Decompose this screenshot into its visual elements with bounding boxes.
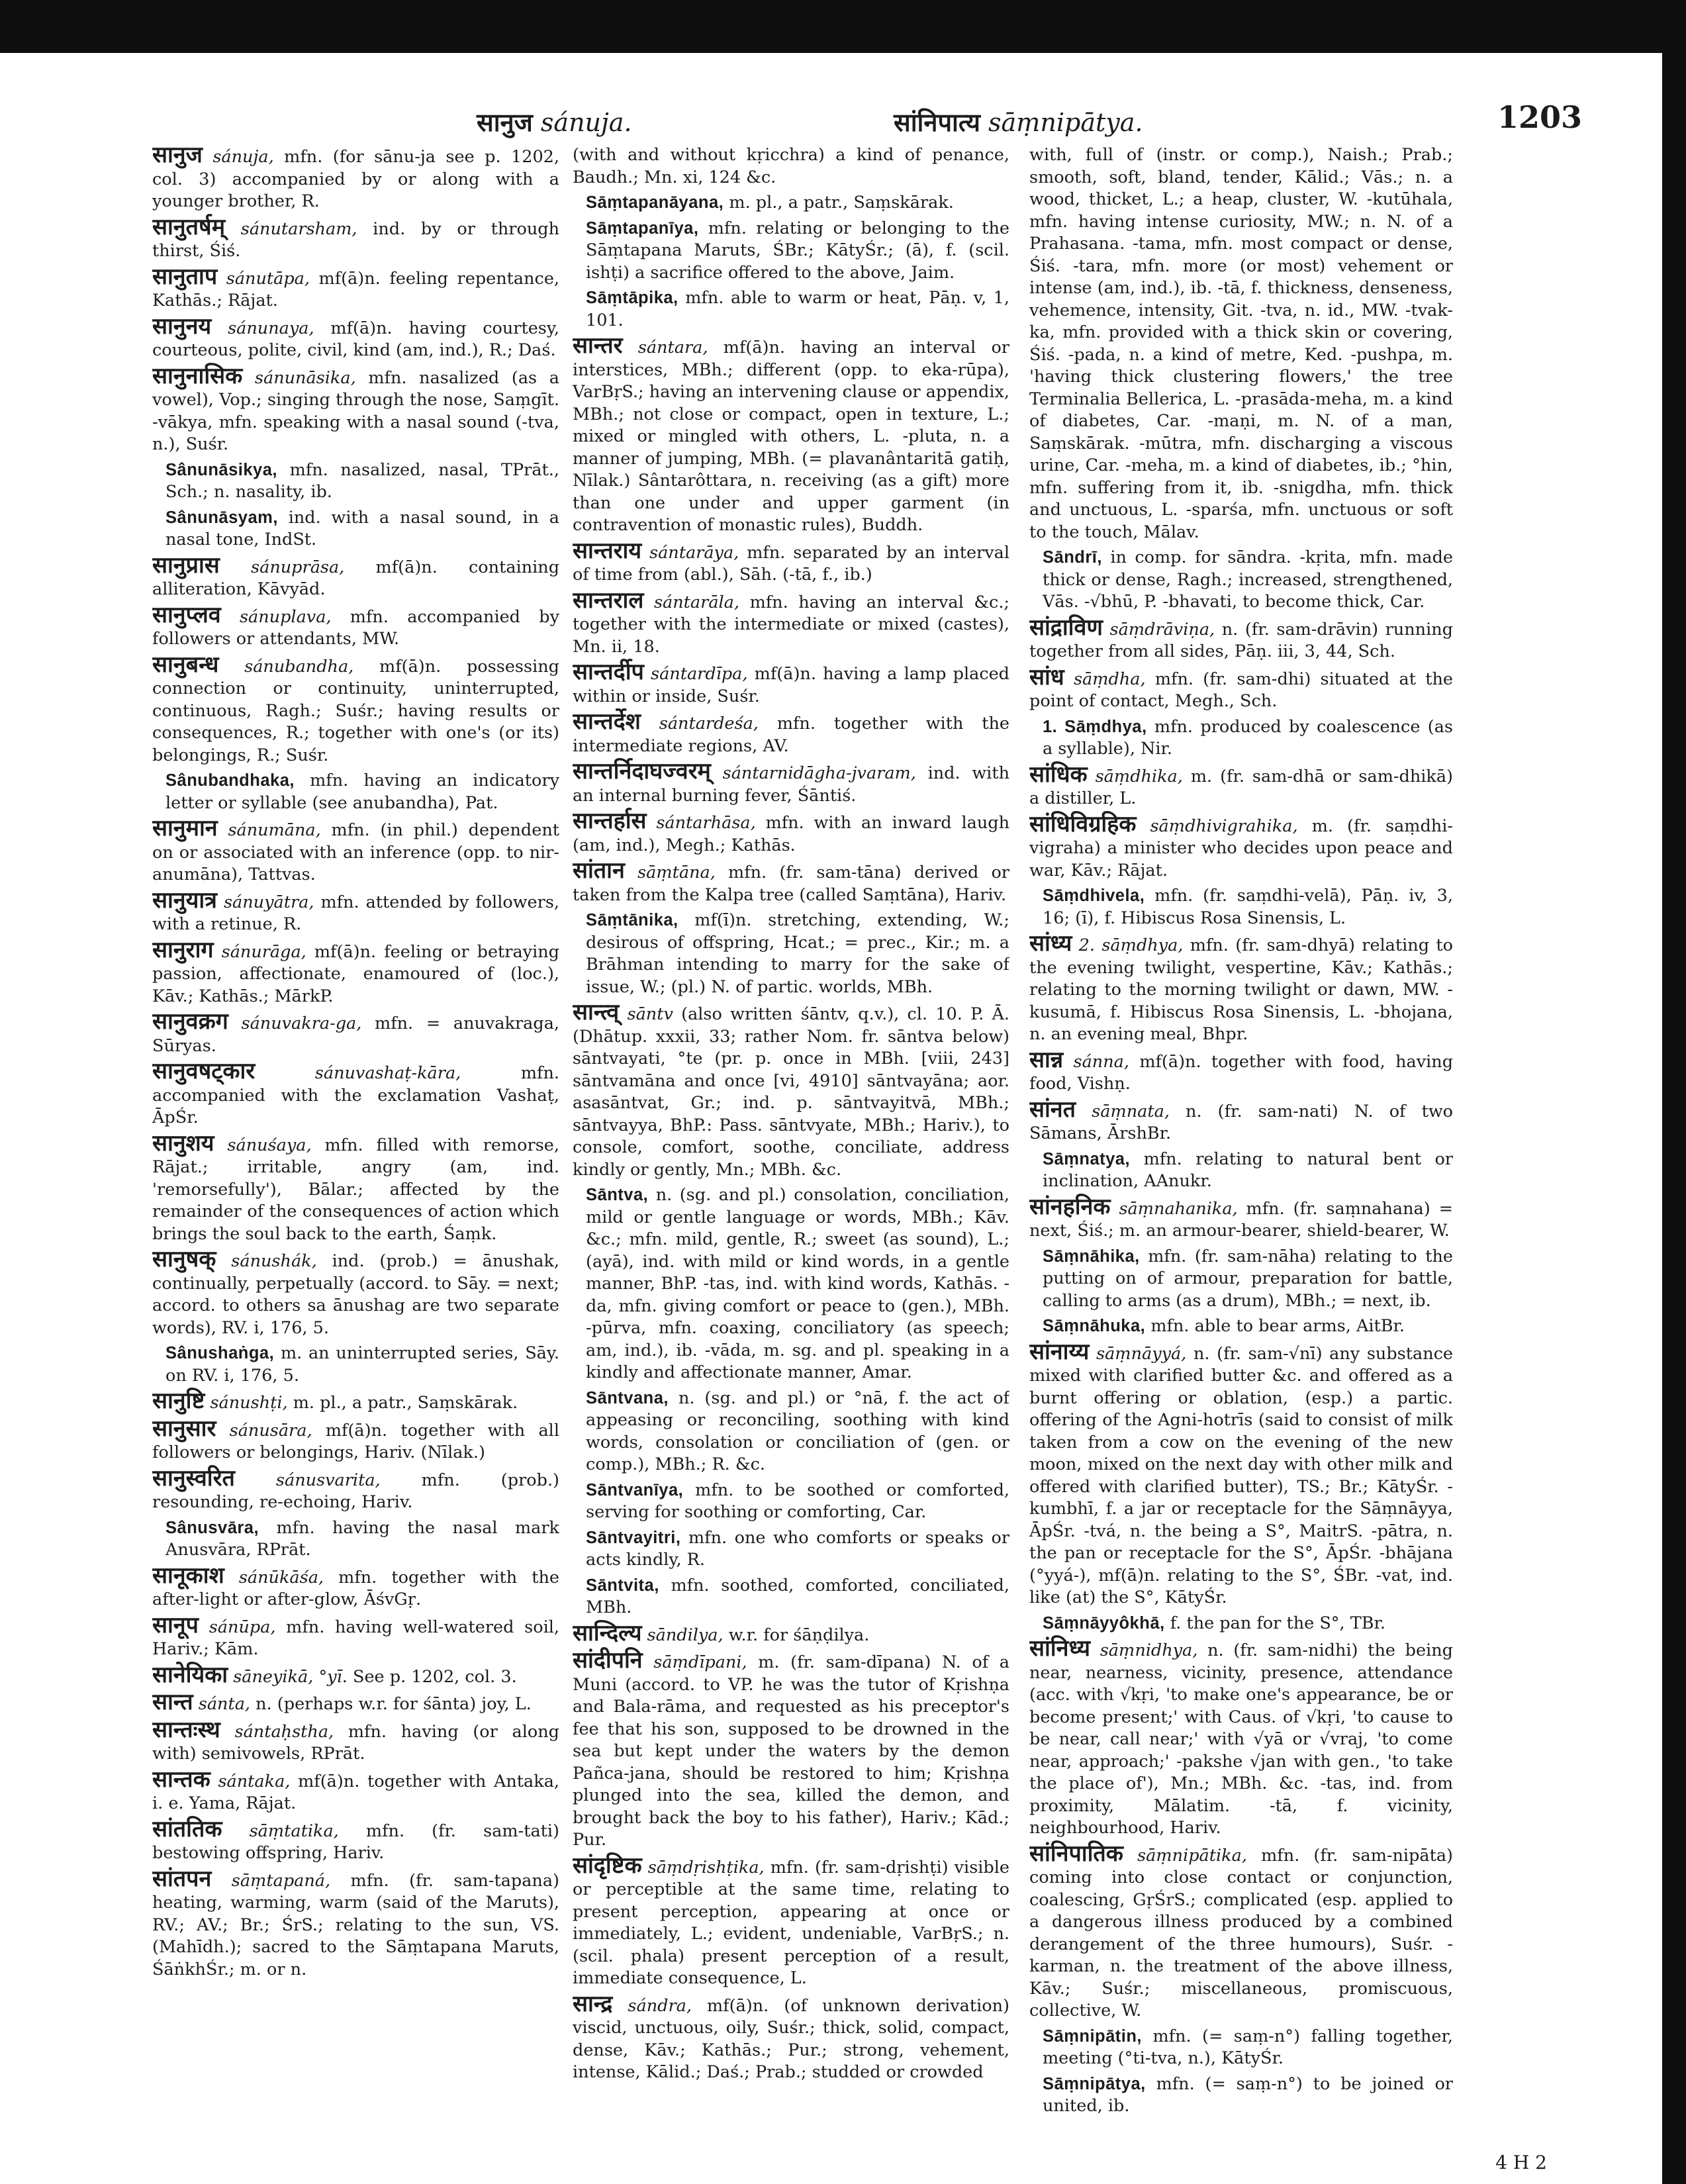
headword-devanagari: सानुराग: [152, 936, 214, 963]
headword-devanagari: सान्त: [152, 1689, 193, 1715]
dictionary-entry: [152, 213, 559, 263]
definition-text: mfn. (fr. sam-tati) bestowing offspring, Hariv.: [152, 1821, 559, 1863]
headword-devanagari: सानेयिका: [152, 1661, 228, 1688]
definition-text: w.r. for śāṇḍilya.: [728, 1625, 870, 1645]
sub-entry-term: Sāṃnāhuka,: [1043, 1317, 1146, 1335]
headword-transliteration: sánunāsika,: [254, 367, 356, 388]
column-1: [152, 144, 559, 2124]
definition-text: mfn. nasalized (as a vowel), Vop.; singing through the nose, Saṃgīt. -vākya, mfn. speaking with a nasal sound (-tva, n.), Suśr.: [152, 367, 559, 454]
headword-transliteration: sánūpa,: [209, 1617, 276, 1637]
headword-devanagari: सानुवक्रग: [152, 1008, 228, 1035]
sub-entry-term: Sânubandhaka,: [165, 771, 295, 790]
dictionary-entry: [152, 551, 559, 601]
headword-transliteration: sāṃtatika,: [249, 1821, 339, 1841]
dictionary-entry: [573, 810, 1009, 857]
sub-entry: [152, 1343, 559, 1387]
headword-devanagari: सांध: [1029, 663, 1064, 690]
definition-text: mfn. (fr. saṃnahana) = next, Śiś.; m. an armour-bearer, shield-bearer, W.: [1029, 1198, 1453, 1241]
headword-transliteration: sándra,: [628, 1995, 692, 2016]
definition-text: mfn. able to warm or heat, Pāṇ. v, 1, 101.: [586, 288, 1009, 330]
dictionary-entry: [573, 587, 1009, 659]
headword-devanagari: सानुमान: [152, 815, 218, 841]
headword-devanagari: सानुप्लव: [152, 601, 221, 628]
headword-transliteration: sāndilya,: [647, 1625, 724, 1645]
sub-entry-term: Sāntvita,: [586, 1576, 659, 1595]
headword-devanagari: सान्तर्देश: [573, 708, 641, 735]
definition-text: ind. with an internal burning fever, Śāntiś.: [573, 763, 1009, 806]
definition-text: ind. (prob.) = ānushak, continually, perpetually (accord. to Sāy. = next; accord. to others sa ānushag are two separate words), RV. i, 176, 5.: [152, 1251, 559, 1338]
headword-transliteration: sánutarsham,: [240, 218, 357, 239]
headword-transliteration: sāṃdhika,: [1095, 766, 1183, 786]
definition-text: mfn. having well-watered soil, Hariv.; Kām.: [152, 1617, 559, 1659]
dictionary-entry: [1029, 810, 1453, 882]
dictionary-entry: [1029, 1193, 1453, 1243]
definition-text: mfn. with an inward laugh (am, ind.), Megh.; Kathās.: [573, 813, 1009, 855]
definition-text: n. (fr. sam-drāvin) running together from all sides, Pāṇ. iii, 3, 44, Sch.: [1029, 619, 1453, 661]
definition-text: mfn. having an indicatory letter or syllable (see anubandha), Pat.: [165, 771, 559, 813]
dictionary-entry: [1029, 663, 1453, 713]
headword-devanagari: सान्दिल्य: [573, 1619, 642, 1646]
headword-devanagari: सानुनासिक: [152, 362, 243, 389]
headword-transliteration: sánumāna,: [228, 820, 321, 840]
definition-text: mfn. one who comforts or speaks or acts kindly, R.: [586, 1527, 1009, 1570]
headword-transliteration: sánushṭi,: [210, 1393, 288, 1413]
sub-entry: [1029, 885, 1453, 929]
sub-entry-term: Sāṃnipātya,: [1043, 2074, 1146, 2093]
dictionary-entry: [573, 332, 1009, 537]
definition-text: mf(ī)n. stretching, extending, W.; desirous of offspring, Hcat.; = prec., Kir.; m. a Brāhman intending to marry for the sake of issue, W.; (pl.) N. of partic. worlds, MBh.: [586, 910, 1009, 997]
definition-text: mf(ā)n. containing alliteration, Kāvyād.: [152, 557, 559, 599]
scan-border-top: [0, 0, 1686, 53]
definition-text: n. (sg. and pl.) or °nā, f. the act of appeasing or reconciling, soothing with kind words, consolation or conciliation of (gen. or comp.), MBh.; R. &c.: [586, 1388, 1009, 1474]
sub-entry: [573, 1527, 1009, 1572]
dictionary-entry: [152, 886, 559, 936]
headword-devanagari: सानुतर्षम्: [152, 213, 226, 240]
sub-entry: [152, 507, 559, 551]
headword-devanagari: सान्तर्हास: [573, 808, 647, 834]
dictionary-entry: [573, 857, 1009, 906]
dictionary-entry: [152, 651, 559, 767]
headword-transliteration: sāṃtapaná,: [231, 1870, 331, 1891]
headword-transliteration: sánuja,: [212, 147, 274, 167]
headword-transliteration: sāntv: [627, 1004, 673, 1024]
headword-devanagari: सांधिक: [1029, 761, 1088, 788]
headword-devanagari: सांततिक: [152, 1815, 222, 1842]
headword-devanagari: सान्तर्निदाघज्वरम्: [573, 758, 711, 784]
sub-entry: [573, 1388, 1009, 1476]
definition-text: (with and without kṛicchra) a kind of penance, Baudh.; Mn. xi, 124 &c.: [573, 145, 1009, 187]
headword-devanagari: सान्त्व्: [573, 999, 620, 1025]
definition-text: m. (fr. sam-dhā or sam-dhikā) a distiller, L.: [1029, 766, 1453, 808]
headword-devanagari: सानूप: [152, 1611, 199, 1638]
dictionary-entry: [573, 1647, 1009, 1852]
sub-entry: [573, 192, 1009, 214]
definition-text: mfn. (= saṃ-n°) to be joined or united, ib.: [1043, 2073, 1453, 2116]
dictionary-entry: [152, 1611, 559, 1661]
header-mid-transliteration: sāṃnipātya.: [988, 108, 1143, 137]
sub-entry: [573, 218, 1009, 285]
headword-transliteration: sánna,: [1073, 1051, 1129, 1072]
headword-transliteration: sāṃdhivigrahika,: [1150, 816, 1298, 836]
dictionary-entry: [1029, 761, 1453, 810]
dictionary-entry: [152, 1129, 559, 1246]
definition-text: mfn. (fr. sam-tapana) heating, warming, warm (said of the Maruts), RV.; AV.; Br.; ŚrS.; relating to the sun, VS. (Mahīdh.); sacred to the Sāṃtapana Maruts, ŚāṅkhŚr.; m. or n.: [152, 1870, 559, 1979]
sub-entry: [1029, 1315, 1453, 1338]
definition-text: ind. with a nasal sound, in a nasal tone, IndSt.: [165, 507, 559, 549]
definition-text: mfn. accompanied by followers or attendants, MW.: [152, 606, 559, 649]
headword-transliteration: sāneyikā, °yī.: [233, 1666, 348, 1687]
headword-devanagari: सांतपन: [152, 1865, 212, 1892]
headword-transliteration: sánuyātra,: [223, 892, 314, 912]
definition-text: mfn. (fr. sam-dhyā) relating to the evening twilight, vespertine, Kāv.; Kathās.; relating to the morning twilight or dawn, MW. -kusumā, f. Hibiscus Rosa Sinensis, L. -bhojana, n. an evening meal, Bhpr.: [1029, 935, 1453, 1044]
headword-transliteration: sāṃnata,: [1092, 1101, 1170, 1121]
definition-text: mfn. separated by an interval of time from (abl.), Sāh. (-tā, f., ib.): [573, 542, 1009, 585]
definition-text: n. (fr. sam-nidhi) the being near, nearness, vicinity, presence, attendance (acc. with √kṛi, 'to make one's appearance, be or become present;' with Caus. of √kṛi, 'to cause to be near, call near;' with √yā or √vraj, 'to come near, approach;' -pakshe √jan with gen., 'to take the place of'), Mn.; MBh. &c. -tas, ind. from proximity, Mālatim. -tā, f. vicinity, neighbourhood, Hariv.: [1029, 1640, 1453, 1838]
headword-transliteration: sánusāra,: [229, 1420, 312, 1441]
headword-devanagari: सांनाय्य: [1029, 1338, 1090, 1365]
dictionary-entry: [152, 1766, 559, 1815]
definition-text: m. an uninterrupted series, Sāy. on RV. i, 176, 5.: [165, 1343, 559, 1386]
headword-transliteration: sánubandha,: [244, 656, 354, 677]
headword-transliteration: sántarāla,: [653, 592, 739, 612]
sub-entry-term: Sânunāsikya,: [165, 460, 277, 479]
headword-devanagari: सानुष्टि: [152, 1388, 205, 1414]
headword-transliteration: sánunaya,: [228, 318, 314, 338]
headword-devanagari: सानुयात्र: [152, 886, 217, 914]
sub-entry-term: Sāṃnipātin,: [1043, 2026, 1143, 2046]
headword-transliteration: sántaḥstha,: [234, 1721, 334, 1742]
dictionary-entry: [1029, 1635, 1453, 1840]
sub-entry: [1029, 1149, 1453, 1193]
sub-entry-term: Sânusvāra,: [165, 1518, 259, 1537]
headword-transliteration: sánurāga,: [221, 941, 306, 962]
sub-entry: [573, 1184, 1009, 1384]
headword-transliteration: sántarnidāgha-jvaram,: [722, 763, 916, 783]
definition-text: mf(ā)n. possessing connection or continuity, uninterrupted, continuous, Ragh.; Suśr.; having results or consequences, R.; together with one's (or its) belongings, R.; Suśr.: [152, 656, 559, 765]
definition-text: mfn. (fr. sam-dhi) situated at the point of contact, Megh., Sch.: [1029, 669, 1453, 711]
definition-text: n. (fr. sam-nati) N. of two Sāmans, ĀrshBr.: [1029, 1101, 1453, 1143]
definition-text: m. (fr. saṃdhi-vigraha) a minister who decides upon peace and war, Kāv.; Rājat.: [1029, 816, 1453, 880]
dictionary-entry: [573, 758, 1009, 807]
definition-text: mf(ā)n. feeling repentance, Kathās.; Rājat.: [152, 268, 559, 310]
headword-transliteration: sánusvarita,: [275, 1470, 381, 1490]
sub-entry: [152, 770, 559, 814]
definition-text: mfn. (fr. sam-nāha) relating to the putting on of armour, preparation for battle, calling to arms (as a drum), MBh.; = next, ib.: [1043, 1246, 1453, 1311]
sub-entry-term: 1. Sāṃdhya,: [1043, 717, 1147, 736]
headword-devanagari: सानुनय: [152, 312, 212, 340]
headword-transliteration: sánuśaya,: [227, 1135, 312, 1155]
definition-text: mfn. together with the after-light or after-glow, ĀśvGṛ.: [152, 1567, 559, 1609]
dictionary-entry: [152, 1661, 559, 1689]
dictionary-entry: [152, 1865, 559, 1981]
dictionary-entry: [152, 1691, 559, 1716]
definition-text: mf(ā)n. having courtesy, courteous, polite, civil, kind (am, ind.), R.; Daś.: [152, 318, 559, 360]
header-left-transliteration: sánuja.: [540, 108, 632, 137]
headword-devanagari: सान्तर्दीप: [573, 659, 644, 685]
definition-text: mfn. together with the intermediate regions, AV.: [573, 714, 1009, 756]
definition-text: mfn. soothed, comforted, conciliated, MBh.: [586, 1575, 1009, 1617]
sub-entry-term: Sāntvana,: [586, 1388, 669, 1407]
dictionary-entry: [152, 815, 559, 886]
headword-devanagari: सान्तराल: [573, 587, 644, 614]
headword-transliteration: sāṃnipātika,: [1137, 1845, 1247, 1866]
definition-text: mfn. (in phil.) dependent on or associated with an inference (opp. to nir-anumāna), Tattvas.: [152, 820, 559, 884]
headword-devanagari: सांदृष्टिक: [573, 1852, 642, 1879]
definition-text: n. (fr. sam-√nī) any substance mixed with clarified butter &c. and offered as a burnt offering or oblation, (esp.) a partic. offering of the Agni-hotrīs (said to consist of milk taken from a cow on the evening of the new moon, mixed on the next day with other milk and offered with clarified butter), TS.; Br.; KātyŚr. -kumbhī, f. a jar or receptacle for the Sāṃnāyya, ĀpŚr. -tvá, n. the being a S°, MaitrS. -pātra, n. the pan or receptacle for the S°, ĀpŚr. -bhājana (°yyá-), mf(ā)n. relating to the S°, ŚBr. -vat, ind. like (at) the S°, KātyŚr.: [1029, 1343, 1453, 1607]
sub-entry: [573, 1480, 1009, 1524]
header-mid-devanagari: सांनिपात्य: [894, 108, 980, 137]
header-left-devanagari: सानुज: [477, 108, 533, 137]
headword-devanagari: सानुप्रास: [152, 551, 220, 579]
sub-entry: [152, 1517, 559, 1562]
headword-devanagari: सांधिविग्रहिक: [1029, 810, 1137, 837]
sub-entry-term: Sāṃnatya,: [1043, 1149, 1131, 1168]
printer-signature: 4 H 2: [1495, 2152, 1547, 2173]
definition-text: mf(ā)n. feeling or betraying passion, affectionate, enamoured of (loc.), Kāv.; Kathās.; MārkP.: [152, 941, 559, 1006]
headword-devanagari: सांध्य: [1029, 930, 1072, 957]
definition-text: mfn. = anuvakraga, Sūryas.: [152, 1014, 559, 1056]
headword-transliteration: sāṃdṛishṭika,: [647, 1857, 765, 1877]
headword-transliteration: sāṃnidhya,: [1100, 1640, 1198, 1660]
definition-text: mfn. relating or belonging to the Sāṃtapana Maruts, ŚBr.; KātyŚr.; (ā), f. (scil. ishṭi) a sacrifice offered to the above, Jaim.: [586, 218, 1009, 283]
definition-text: mf(ā)n. having a lamp placed within or inside, Suśr.: [573, 664, 1009, 706]
headword-devanagari: सानुसार: [152, 1415, 216, 1442]
dictionary-entry: [152, 1390, 559, 1415]
sub-entry-term: Sânunāsyam,: [165, 508, 278, 527]
headword-transliteration: 2. sāṃdhya,: [1078, 935, 1184, 955]
sub-entry-term: Sāṃdhivela,: [1043, 886, 1145, 905]
dictionary-entry: [152, 1058, 559, 1129]
definition-text: mf(ā)n. (of unknown derivation) viscid, unctuous, oily, Suśr.; thick, solid, compact, dense, Kāv.; Kathās.; Pur.; strong, vehement, intense, Kālid.; Daś.; Prab.; studded or crowded: [573, 1995, 1009, 2082]
definition-text: with, full of (instr. or comp.), Naish.; Prab.; smooth, soft, bland, tender, Kālid.; Vās.; n. a wood, thicket, L.; a heap, cluster, W. -kutūhala, mfn. having intense curiosity, MW.; n. N. of a Prahasana. -tama, mfn. most compact or dense, Śiś. -tara, mfn. more (or most) vehement or intense (am, ind.), ib. -tā, f. thickness, denseness, vehemence, intensity, Git. -tva, n. id., MW. -tvak-ka, mfn. provided with a thick skin or covering, Śiś. -pada, n. a kind of metre, Ked. -pushpa, m. 'having thick clustering flowers,' the tree Terminalia Bellerica, L. -prasāda-meha, m. a kind of diabetes, Car. -maṇi, m. N. of a man, Saṃskārak. -mūtra, mfn. discharging a viscous urine, Car. -meha, m. a kind of diabetes, ib.; °hin, mfn. suffering from it, ib. -snigdha, mfn. thick and unctuous, L. -sparśa, mfn. unctuous or soft to the touch, Mālav.: [1029, 145, 1453, 542]
headword-transliteration: sántardeśa,: [659, 714, 759, 734]
definition-text: mfn. nasalized, nasal, TPrāt., Sch.; n. nasality, ib.: [165, 459, 559, 502]
definition-text: mfn. (fr. saṃdhi-velā), Pāṇ. iv, 3, 16; (ī), f. Hibiscus Rosa Sinensis, L.: [1043, 886, 1453, 928]
sub-entry: [1029, 1613, 1453, 1635]
dictionary-entry: [1029, 1840, 1453, 2022]
page-header: [146, 99, 1582, 146]
headword-transliteration: sánta,: [198, 1694, 251, 1714]
headword-transliteration: sāṃnāyyá,: [1096, 1343, 1187, 1364]
sub-entry: [1029, 2073, 1453, 2118]
sub-entry-term: Sāṃnāyyôkhā,: [1043, 1613, 1165, 1633]
dictionary-entry: [573, 1619, 1009, 1647]
definition-text: n. (sg. and pl.) consolation, conciliation, mild or gentle language or words, MBh.; Kāv. &c.; mfn. mild, gentle, R.; sweet (as sound), L.; (ayā), ind. with mild or kind words, in a gentle manner, BhP. -tas, ind. with kind words, Kathās. -da, mfn. giving comfort or peace to (gen.), MBh. -pūrva, mfn. coaxing, conciliatory (as speech; am, ind.), ib. -vāda, m. sg. and pl. speaking in a kindly and affectionate manner, Amar.: [586, 1185, 1009, 1382]
definition-text: mf(ā)n. together with Antaka, i. e. Yama, Rājat.: [152, 1771, 559, 1813]
definition-text: mfn. (fr. sam-dṛishṭi) visible or perceptible at the same time, relating to present perception, appearing at once or immediately, L.; evident, undeniable, VarBṛS.; n. (scil. phala) present perception of a result, immediate consequence, L.: [573, 1857, 1009, 1988]
headword-devanagari: सान्तक: [152, 1766, 211, 1793]
definition-text: See p. 1202, col. 3.: [352, 1666, 517, 1687]
definition-text: mfn. (= saṃ-n°) falling together, meeting (°ti-tva, n.), KātyŚr.: [1043, 2026, 1453, 2068]
headword-devanagari: सांनिपातिक: [1029, 1840, 1123, 1867]
headword-transliteration: sántardīpa,: [651, 664, 748, 684]
headword-transliteration: sánuplava,: [239, 606, 332, 627]
definition-text: mfn. having an interval &c.; together with the intermediate or mixed (castes), Mn. ii, 18.: [573, 592, 1009, 657]
headword-devanagari: सान्तर: [573, 332, 623, 359]
dictionary-entry: [1029, 614, 1453, 663]
dictionary-entry: [152, 1008, 559, 1057]
sub-entry-term: Sāntva,: [586, 1186, 649, 1204]
headword-transliteration: sánūkāśa,: [238, 1567, 324, 1588]
headword-devanagari: सान्तराय: [573, 537, 642, 564]
headword-transliteration: sánushák,: [231, 1251, 317, 1271]
headword-transliteration: sāṃtāna,: [637, 863, 716, 882]
dictionary-entry: [1029, 1096, 1453, 1145]
definition-text: mfn. (fr. sam-nipāta) coming into close contact or conjunction, coalescing, GṛŚrS.; complicated (esp. applied to a dangerous illness produced by a combined derangement of the three humours), Suśr. -karman, n. the treatment of the above illness, Kāv.; Suśr.; miscellaneous, promiscuous, collective, W.: [1029, 1845, 1453, 2020]
definition-text: (also written śāntv, q.v.), cl. 10. P. Ā. (Dhātup. xxxii, 33; rather Nom. fr. sāntva below) sāntvayati, °te (pr. p. once in MBh. [viii, 243] sāntvamāna and once [vi, 4910] sāntvayāna; aor. asasāntvat, Gr.; ind. p. sāntvayitvā, MBh.; sāntvayya, BhP.: Pass. sāntvyate, MBh.; Hariv.), to console, comfort, soothe, conciliate, address kindly or gently, Mn.; MBh. &c.: [573, 1004, 1009, 1180]
sub-entry: [573, 287, 1009, 332]
definition-text: f. the pan for the S°, TBr.: [1170, 1613, 1385, 1633]
column-3: [1029, 144, 1453, 2124]
dictionary-entry: [152, 1464, 559, 1514]
dictionary-entry: [573, 661, 1009, 708]
headword-devanagari: सानुज: [152, 144, 203, 168]
definition-text: in comp. for sāndra. -kṛita, mfn. made thick or dense, Ragh.; increased, strengthened, Vās. -√bhū, P. -bhavati, to become thick, Car.: [1043, 547, 1453, 612]
dictionary-entry: [152, 1415, 559, 1464]
headword-transliteration: sāṃdīpani,: [653, 1652, 747, 1672]
definition-text: mfn. (prob.) resounding, re-echoing, Hariv.: [152, 1470, 559, 1512]
dictionary-entry: [152, 263, 559, 312]
dictionary-entry: [573, 1990, 1009, 2084]
dictionary-entry: [152, 144, 559, 213]
dictionary-entry: [152, 1562, 559, 1611]
sub-entry-term: Sāṃtapanāyana,: [586, 193, 724, 212]
definition-text: mfn. having (or along with) semivowels, RPrāt.: [152, 1721, 559, 1764]
definition-text: mfn. (for sānu-ja see p. 1202, col. 3) accompanied by or along with a younger brother, R.: [152, 147, 559, 211]
definition-text: mfn. accompanied with the exclamation Vashaṭ, ĀpŚr.: [152, 1063, 559, 1127]
dictionary-entry: [573, 708, 1009, 757]
headword-devanagari: सानुबन्ध: [152, 651, 219, 678]
definition-text: n. (perhaps w.r. for śānta) joy, L.: [256, 1694, 532, 1714]
definition-text: mfn. having the nasal mark Anusvāra, RPrāt.: [165, 1517, 559, 1560]
dictionary-entry: [1029, 1338, 1453, 1609]
entry-continuation: [573, 144, 1009, 189]
headword-devanagari: सानुस्वरित: [152, 1464, 235, 1492]
sub-entry: [573, 910, 1009, 998]
definition-text: mfn. (fr. sam-tāna) derived or taken from the Kalpa tree (called Saṃtāna), Hariv.: [573, 863, 1009, 905]
scan-border-right: [1662, 0, 1686, 2184]
sub-entry-term: Sāṃnāhika,: [1043, 1247, 1140, 1266]
headword-transliteration: sánutāpa,: [226, 268, 310, 289]
headword-devanagari: सांनत: [1029, 1096, 1076, 1123]
headword-devanagari: सांनहनिक: [1029, 1193, 1111, 1220]
definition-text: mfn. attended by followers, with a retinue, R.: [152, 892, 559, 934]
sub-entry: [1029, 2026, 1453, 2070]
definition-text: mfn. relating to natural bent or inclination, AAnukr.: [1043, 1149, 1453, 1191]
definition-text: mf(ā)n. having an interval or interstices, MBh.; different (opp. to eka-rūpa), VarBṛS.; having an intervening clause or appendix, MBh.; not close or compact, open in texture, L.; mixed or mingled with others, L. -pluta, n. a manner of jumping, MBh. (= plavanântaritā gatiḥ, Nīlak.) Sântarôttara, n. receiving (as a gift) more than one under and upper garment (in contravention of monastic rules), Buddh.: [573, 338, 1009, 535]
headword-devanagari: सान्तःस्थ: [152, 1716, 220, 1743]
headword-transliteration: sánuvakra-ga,: [241, 1014, 362, 1033]
definition-text: m. (fr. sam-dīpana) N. of a Muni (accord. to VP. he was the tutor of Kṛishṇa and Bala-rāma, and requested as his preceptor's fee that his son, supposed to be drowned in the sea but kept under the waters by the demon Pañca-jana, should be restored to him; Kṛishṇa plunged into the sea, killed the demon, and brought back the boy to his father), Hariv.; Kād.; Pur.: [573, 1652, 1009, 1850]
headword-transliteration: sántaka,: [218, 1771, 291, 1791]
headword-devanagari: सानुताप: [152, 263, 218, 290]
headword-transliteration: sánuprāsa,: [251, 557, 345, 577]
dictionary-entry: [573, 999, 1009, 1181]
sub-entry-term: Sāṃtapanīya,: [586, 218, 699, 238]
dictionary-entry: [152, 362, 559, 456]
dictionary-entry: [152, 1716, 559, 1766]
sub-entry: [1029, 1246, 1453, 1313]
sub-entry: [1029, 716, 1453, 761]
sub-entry-term: Sânushaṅga,: [165, 1344, 275, 1362]
page-number: 1203: [1497, 99, 1582, 135]
definition-text: m. pl., a patr., Saṃskārak.: [729, 193, 954, 213]
column-2: [573, 144, 1009, 2124]
headword-devanagari: सानुषक्: [152, 1246, 216, 1272]
sub-entry-term: Sāṃtānika,: [586, 911, 679, 929]
headword-devanagari: सान्न: [1029, 1046, 1064, 1073]
headword-transliteration: sántara,: [637, 338, 708, 357]
headword-devanagari: सांदीपनि: [573, 1647, 643, 1674]
sub-entry: [1029, 547, 1453, 614]
definition-text: mf(ā)n. together with all followers or belongings, Hariv. (Nīlak.): [152, 1420, 559, 1462]
definition-text: mfn. produced by coalescence (as a syllable), Nir.: [1043, 716, 1453, 759]
sub-entry: [152, 459, 559, 504]
entry-continuation: [1029, 144, 1453, 544]
dictionary-entry: [152, 936, 559, 1008]
sub-entry-term: Sāṃtāpika,: [586, 289, 679, 307]
dictionary-entry: [573, 1852, 1009, 1990]
headword-devanagari: सानूकाश: [152, 1562, 224, 1589]
definition-text: ind. by or through thirst, Śiś.: [152, 218, 559, 261]
dictionary-entry: [152, 1246, 559, 1339]
dictionary-entry: [1029, 930, 1453, 1046]
dictionary-entry: [152, 312, 559, 362]
dictionary-entry: [152, 601, 559, 651]
sub-entry-term: Sāntvanīya,: [586, 1480, 684, 1499]
definition-text: mf(ā)n. together with food, having food, Vishṇ.: [1029, 1051, 1453, 1094]
headword-devanagari: सांद्राविण: [1029, 614, 1103, 641]
headword-transliteration: sāṃnahanika,: [1119, 1198, 1238, 1219]
headword-devanagari: सानुशय: [152, 1129, 214, 1157]
dictionary-entry: [1029, 1046, 1453, 1096]
sub-entry-term: Sāndrī,: [1043, 548, 1102, 567]
sub-entry: [573, 1575, 1009, 1619]
header-mid-word: [894, 105, 1143, 139]
headword-devanagari: सांतान: [573, 857, 625, 884]
headword-transliteration: sāṃdrāviṇa,: [1109, 619, 1215, 640]
headword-devanagari: सानुवषट्कार: [152, 1058, 256, 1084]
headword-transliteration: sāṃdha,: [1073, 669, 1146, 689]
sub-entry-term: Sāntvayitri,: [586, 1528, 681, 1547]
definition-text: mfn. to be soothed or comforted, serving for soothing or comforting, Car.: [586, 1480, 1009, 1522]
dictionary-entry: [573, 537, 1009, 587]
dictionary-entry: [152, 1815, 559, 1865]
headword-devanagari: सांनिध्य: [1029, 1635, 1090, 1662]
headword-transliteration: sántarhāsa,: [656, 813, 756, 833]
header-left-word: [477, 105, 632, 139]
headword-devanagari: सान्द्र: [573, 1990, 613, 2017]
headword-transliteration: sánuvashaṭ-kāra,: [314, 1063, 461, 1083]
definition-text: mfn. filled with remorse, Rājat.; irritable, angry (am, ind. 'remorsefully'), Bālar.; affected by the remainder of the consequences of action which brings the soul back to the earth, Śaṃk.: [152, 1135, 559, 1244]
definition-text: mfn. able to bear arms, AitBr.: [1150, 1316, 1405, 1336]
definition-text: m. pl., a patr., Saṃskārak.: [293, 1393, 518, 1413]
headword-transliteration: sántarāya,: [649, 542, 739, 563]
